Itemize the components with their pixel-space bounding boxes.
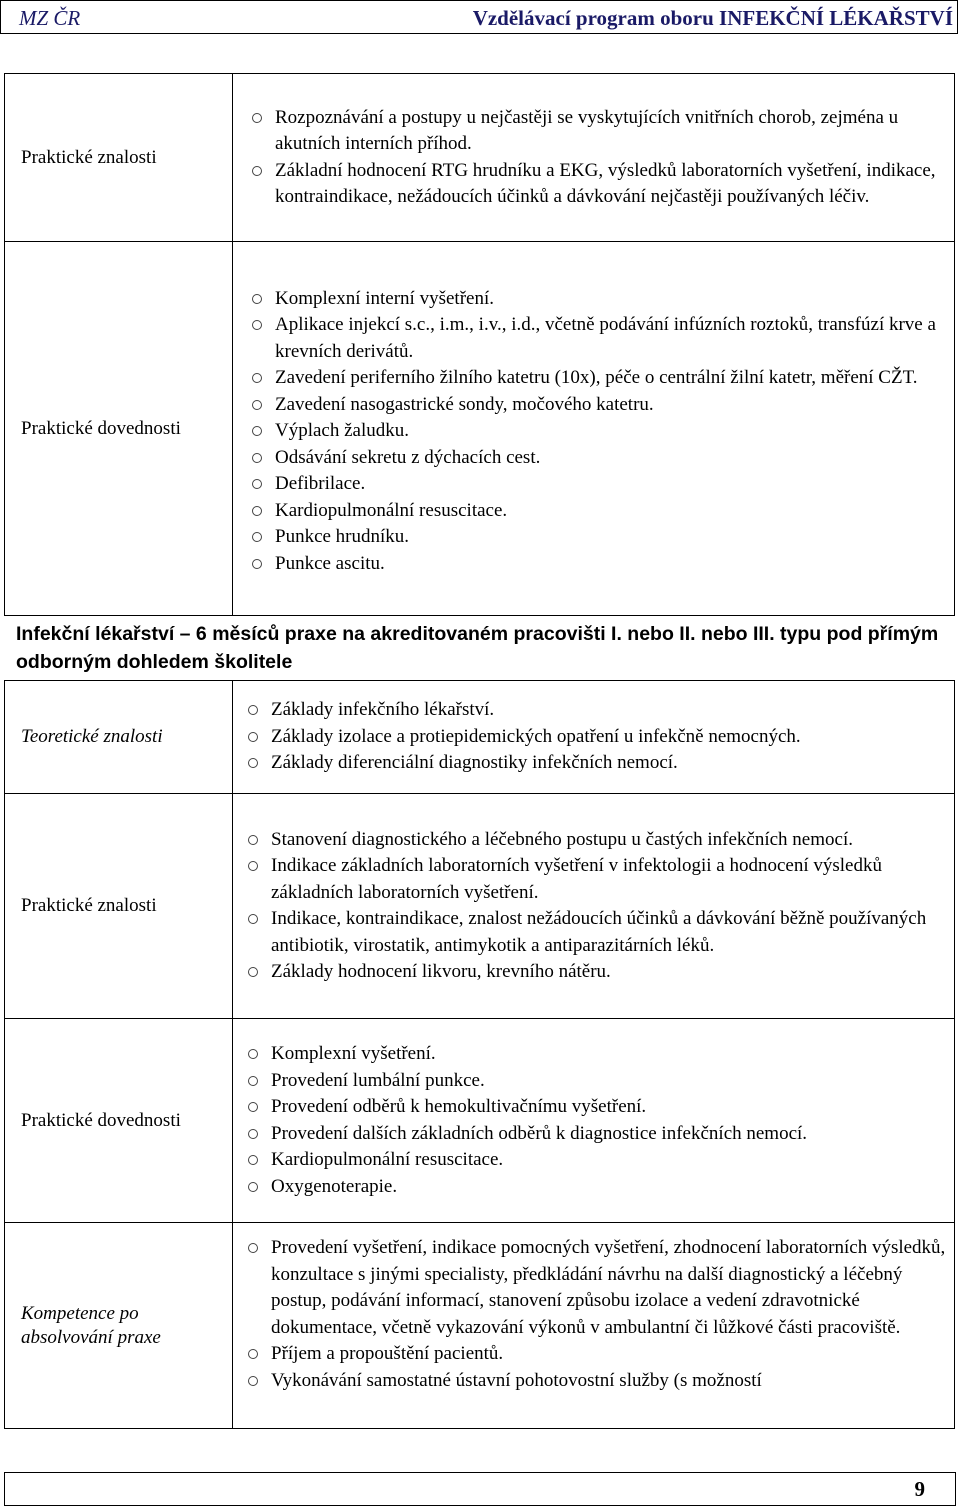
list-item: Aplikace injekcí s.c., i.m., i.v., i.d., včetně podávání infúzních roztoků, transfúzí krve a krevních derivátů. (241, 312, 948, 365)
row-content (233, 74, 955, 242)
row-content (233, 1223, 955, 1429)
page-header (0, 0, 958, 34)
bullet-list (241, 105, 948, 211)
row-label: Praktické dovednosti (5, 1019, 233, 1223)
row-content (233, 1019, 955, 1223)
page-footer (4, 1472, 956, 1506)
list-item: Oxygenoterapie. (237, 1174, 948, 1201)
list-item: Kardiopulmonální resuscitace. (237, 1147, 948, 1174)
row-content (233, 242, 955, 616)
header-document-title: Vzdělávací program oboru INFEKČNÍ LÉKAŘSTVÍ (472, 6, 953, 30)
section-heading: Infekční lékařství – 6 měsíců praxe na akreditovaném pracovišti I. nebo II. nebo III. typu pod přímým odborným dohledem školitele (16, 623, 939, 673)
list-item: Provedení odběrů k hemokultivačnímu vyšetření. (237, 1094, 948, 1121)
list-item: Provedení lumbální punkce. (237, 1068, 948, 1095)
list-item: Výplach žaludku. (241, 418, 948, 445)
row-content (233, 794, 955, 1019)
page-number: 9 (914, 1477, 925, 1501)
list-item: Základy izolace a protiepidemických opatření u infekčně nemocných. (237, 724, 948, 751)
row-label: Praktické znalosti (5, 74, 233, 242)
table-row (5, 1019, 955, 1223)
list-item: Základy hodnocení likvoru, krevního nátěru. (237, 959, 948, 986)
bullet-list (237, 827, 948, 986)
list-item: Příjem a propouštění pacientů. (237, 1341, 948, 1368)
row-content (233, 681, 955, 794)
list-item: Kardiopulmonální resuscitace. (241, 498, 948, 525)
list-item: Základy infekčního lékařství. (237, 697, 948, 724)
list-item: Odsávání sekretu z dýchacích cest. (241, 445, 948, 472)
list-item: Vykonávání samostatné ústavní pohotovostní služby (s možností (237, 1368, 948, 1395)
header-ministry: MZ ČR (19, 6, 81, 30)
list-item: Základy diferenciální diagnostiky infekčních nemocí. (237, 750, 948, 777)
bullet-list (237, 697, 948, 777)
bullet-list (237, 1235, 948, 1394)
row-label: Teoretické znalosti (5, 681, 233, 794)
list-item: Základní hodnocení RTG hrudníku a EKG, výsledků laboratorních vyšetření, indikace, kontraindikace, nežádoucích účinků a dávkování nejčastěji používaných léčiv. (241, 158, 948, 211)
list-item: Punkce hrudníku. (241, 524, 948, 551)
table-internal-medicine (4, 73, 955, 616)
list-item: Komplexní vyšetření. (237, 1041, 948, 1068)
table-row (5, 681, 955, 794)
list-item: Stanovení diagnostického a léčebného postupu u častých infekčních nemocí. (237, 827, 948, 854)
bullet-list (241, 286, 948, 578)
bullet-list (237, 1041, 948, 1200)
table-infectious-medicine (4, 680, 955, 1429)
list-item: Zavedení periferního žilního katetru (10x), péče o centrální žilní katetr, měření CŽT. (241, 365, 948, 392)
list-item: Provedení dalších základních odběrů k diagnostice infekčních nemocí. (237, 1121, 948, 1148)
row-label: Praktické dovednosti (5, 242, 233, 616)
list-item: Indikace, kontraindikace, znalost nežádoucích účinků a dávkování běžně používaných antibiotik, virostatik, antimykotik a antiparazitárních léků. (237, 906, 948, 959)
table-row (5, 74, 955, 242)
row-label: Kompetence po absolvování praxe (5, 1223, 233, 1429)
list-item: Komplexní interní vyšetření. (241, 286, 948, 313)
table-row (5, 794, 955, 1019)
list-item: Rozpoznávání a postupy u nejčastěji se vyskytujících vnitřních chorob, zejména u akutních interních příhod. (241, 105, 948, 158)
list-item: Indikace základních laboratorních vyšetření v infektologii a hodnocení výsledků základních laboratorních vyšetření. (237, 853, 948, 906)
list-item: Defibrilace. (241, 471, 948, 498)
list-item: Provedení vyšetření, indikace pomocných vyšetření, zhodnocení laboratorních výsledků, konzultace s jinými specialisty, předkládání návrhu na další diagnostický a léčebný postup, podávání informací, stanovení způsobu izolace a vedení zdravotnické dokumentace, včetně vykazování výkonů v ambulantní či lůžkové části pracoviště. (237, 1235, 948, 1341)
list-item: Punkce ascitu. (241, 551, 948, 578)
list-item: Zavedení nasogastrické sondy, močového katetru. (241, 392, 948, 419)
table-row (5, 242, 955, 616)
table-row (5, 1223, 955, 1429)
row-label: Praktické znalosti (5, 794, 233, 1019)
